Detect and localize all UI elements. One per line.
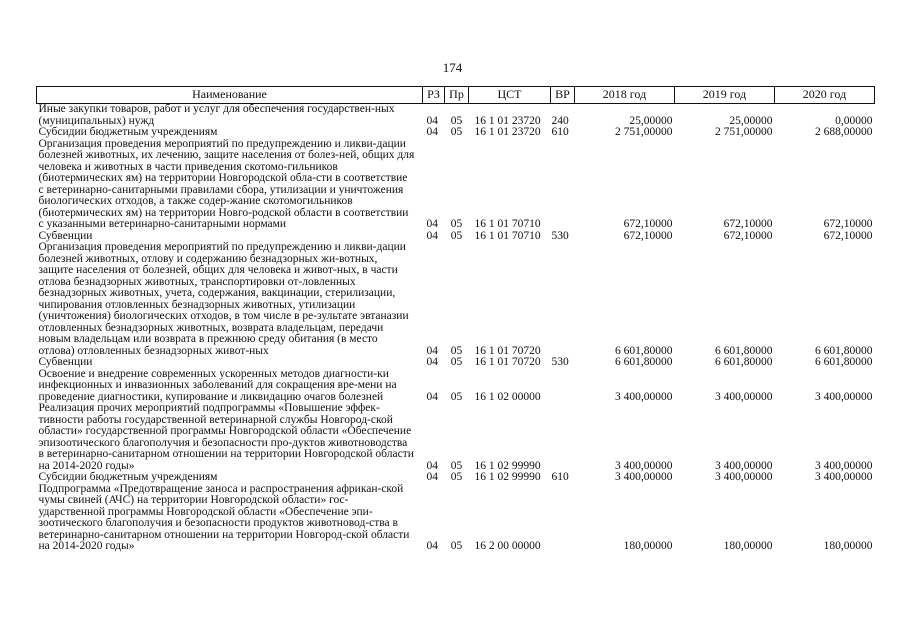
row-name: Подпрограмма «Предотвращение заноса и распространения африкан-ской чумы свиней (АЧС) на территории Новгородской области» гос-ударственной программы Новгородской области «Обеспечение эпи-зоотического благополучия и безопасности продуктов животновод-ства в ветеринарно-санитарном отношении на территории Новгород-ской области на 2014-2020 годы» xyxy=(38,482,410,552)
row-value-2019: 672,10000 xyxy=(723,229,773,242)
row-pr: 05 xyxy=(450,471,463,483)
row-vr xyxy=(551,403,575,472)
table-row xyxy=(37,484,875,553)
row-value-2020: 6 601,80000 xyxy=(815,356,873,368)
row-pr: 05 xyxy=(450,344,463,357)
row-value-2019: 3 400,00000 xyxy=(715,390,773,403)
row-name: Освоение и внедрение современных ускоренных методов диагности-ки инфекционных и инвазионных заболеваний для сокращения вре-мени на проведение диагностики, купирование и ликвидацию очагов болезней xyxy=(38,367,397,403)
row-rz: 04 xyxy=(426,218,438,230)
table-header xyxy=(37,87,875,104)
header-2020: 2020 год xyxy=(775,87,875,104)
row-cst: 16 1 01 70710 xyxy=(474,229,541,242)
row-value-2019: 6 601,80000 xyxy=(715,356,773,368)
row-cst: 16 1 02 00000 xyxy=(474,390,541,403)
header-name: Наименование xyxy=(37,87,423,104)
row-name: Реализация прочих мероприятий подпрограммы «Повышение эффек-тивности работы государственной ветеринарной службы Новгород-ской области» государственной программы Новгородской области «Обеспечение эпизоотического благополучия и безопасности про-дуктов животноводства в ветеринарно-санитарном отношении на территории Новгородской области на 2014-2020 годы» xyxy=(38,402,414,472)
row-vr: 530 xyxy=(551,229,569,242)
table-body xyxy=(37,104,875,553)
row-rz: 04 xyxy=(426,126,438,138)
row-pr: 05 xyxy=(450,390,463,403)
row-rz: 04 xyxy=(426,114,438,127)
table-row xyxy=(37,472,875,484)
row-cst: 16 1 02 99990 xyxy=(474,459,541,472)
row-vr: 530 xyxy=(551,356,569,368)
row-rz: 04 xyxy=(426,344,438,357)
row-value-2019: 3 400,00000 xyxy=(715,459,773,472)
row-vr xyxy=(551,369,575,404)
row-value-2020: 3 400,00000 xyxy=(815,390,873,403)
table-row xyxy=(37,357,875,369)
row-value-2018: 2 751,00000 xyxy=(615,126,673,138)
row-value-2018: 3 400,00000 xyxy=(615,390,673,403)
header-2018: 2018 год xyxy=(575,87,675,104)
header-pr: Пр xyxy=(445,87,469,104)
row-rz: 04 xyxy=(426,459,438,472)
row-value-2020: 2 688,00000 xyxy=(815,126,873,138)
row-value-2019: 3 400,00000 xyxy=(715,471,773,483)
row-value-2018: 672,10000 xyxy=(623,229,673,242)
row-value-2018: 25,00000 xyxy=(629,114,673,127)
row-cst: 16 2 00 00000 xyxy=(474,540,541,552)
row-pr: 05 xyxy=(450,126,463,138)
table-row xyxy=(37,104,875,128)
row-cst: 16 1 01 23720 xyxy=(474,114,541,127)
table-row xyxy=(37,403,875,472)
page-number: 174 xyxy=(442,60,463,75)
row-value-2018: 3 400,00000 xyxy=(615,459,673,472)
row-pr: 05 xyxy=(450,114,463,127)
row-cst: 16 1 02 99990 xyxy=(474,471,541,483)
row-vr xyxy=(551,139,575,231)
row-pr: 05 xyxy=(450,540,463,552)
row-value-2018: 180,00000 xyxy=(623,540,673,552)
header-vr: ВР xyxy=(551,87,575,104)
row-rz: 04 xyxy=(426,390,438,403)
table-row xyxy=(37,127,875,139)
row-vr: 240 xyxy=(551,114,569,127)
row-name: Организация проведения мероприятий по предупреждению и ликви-дации болезней животных, их лечению, защите населения от болез-ней, общих для человека и животных в части приведения скотомо-гильников (биотермических ям) на территории Новгородской обла-сти в соответствие с ветеринарно-санитарными правилами сбора, утилизации и уничтожения биологических отходов, а также содер-жание скотомогильников (биотермических ям) на территории Новго-родской области в соответствии с указанными ветеринарно-санитарными нормами xyxy=(38,137,415,230)
row-vr: 610 xyxy=(551,471,569,483)
row-pr: 05 xyxy=(450,218,463,230)
row-vr: 610 xyxy=(551,126,569,138)
row-value-2018: 6 601,80000 xyxy=(615,356,673,368)
row-value-2020: 672,10000 xyxy=(823,218,873,230)
row-value-2018: 6 601,80000 xyxy=(615,344,673,357)
row-name: Субвенции xyxy=(38,356,93,368)
row-pr: 05 xyxy=(450,356,463,368)
row-vr xyxy=(551,242,575,357)
row-vr xyxy=(551,484,575,553)
row-rz: 04 xyxy=(426,356,438,368)
row-cst: 16 1 01 23720 xyxy=(474,126,541,138)
table-row xyxy=(37,139,875,231)
header-cst: ЦСТ xyxy=(469,87,551,104)
budget-table xyxy=(36,86,875,553)
row-rz: 04 xyxy=(426,540,438,552)
row-pr: 05 xyxy=(450,229,463,242)
row-value-2019: 672,10000 xyxy=(723,218,773,230)
row-value-2018: 3 400,00000 xyxy=(615,471,673,483)
row-value-2018: 672,10000 xyxy=(623,218,673,230)
row-pr: 05 xyxy=(450,459,463,472)
header-rz: РЗ xyxy=(423,87,445,104)
row-value-2019: 6 601,80000 xyxy=(715,344,773,357)
row-name: Субсидии бюджетным учреждениям xyxy=(38,126,218,138)
row-value-2020: 672,10000 xyxy=(823,229,873,242)
row-value-2020: 0,00000 xyxy=(835,114,873,127)
row-name: Субсидии бюджетным учреждениям xyxy=(38,471,218,483)
row-name: Организация проведения мероприятий по предупреждению и ликви-дации болезней животных, отлову и содержанию безнадзорных жи-вотных, защите населения от болезней, общих для человека и живот-ных, в части отлова безнадзорных животных, транспортировки от-ловленных безнадзорных животных, учета, содержания, вакцинации, стерилизации, чипирования отловленных безнадзорных животных, утилизации (уничтожения) биологических отходов, в том числе в ре-зультате эвтаназии отловленных безнадзорных животных, возврата владельцам, передачи новым владельцам или возврата в прежнюю среду обитания (в место отлова) отловленных безнадзорных живот-ных xyxy=(38,241,409,357)
table-row xyxy=(37,369,875,404)
row-cst: 16 1 01 70720 xyxy=(474,344,541,357)
header-2019: 2019 год xyxy=(675,87,775,104)
row-value-2019: 25,00000 xyxy=(729,114,773,127)
row-name: Субвенции xyxy=(38,229,93,242)
row-value-2019: 2 751,00000 xyxy=(715,126,773,138)
row-cst: 16 1 01 70720 xyxy=(474,356,541,368)
table-row xyxy=(37,242,875,357)
row-value-2020: 6 601,80000 xyxy=(815,344,873,357)
row-rz: 04 xyxy=(426,229,438,242)
row-name: Иные закупки товаров, работ и услуг для обеспечения государствен-ных (муниципальных) нужд xyxy=(38,103,395,127)
row-value-2020: 3 400,00000 xyxy=(815,459,873,472)
row-value-2020: 3 400,00000 xyxy=(815,471,873,483)
row-rz: 04 xyxy=(426,471,438,483)
row-value-2019: 180,00000 xyxy=(723,540,773,552)
row-value-2020: 180,00000 xyxy=(823,540,873,552)
row-cst: 16 1 01 70710 xyxy=(474,218,541,230)
